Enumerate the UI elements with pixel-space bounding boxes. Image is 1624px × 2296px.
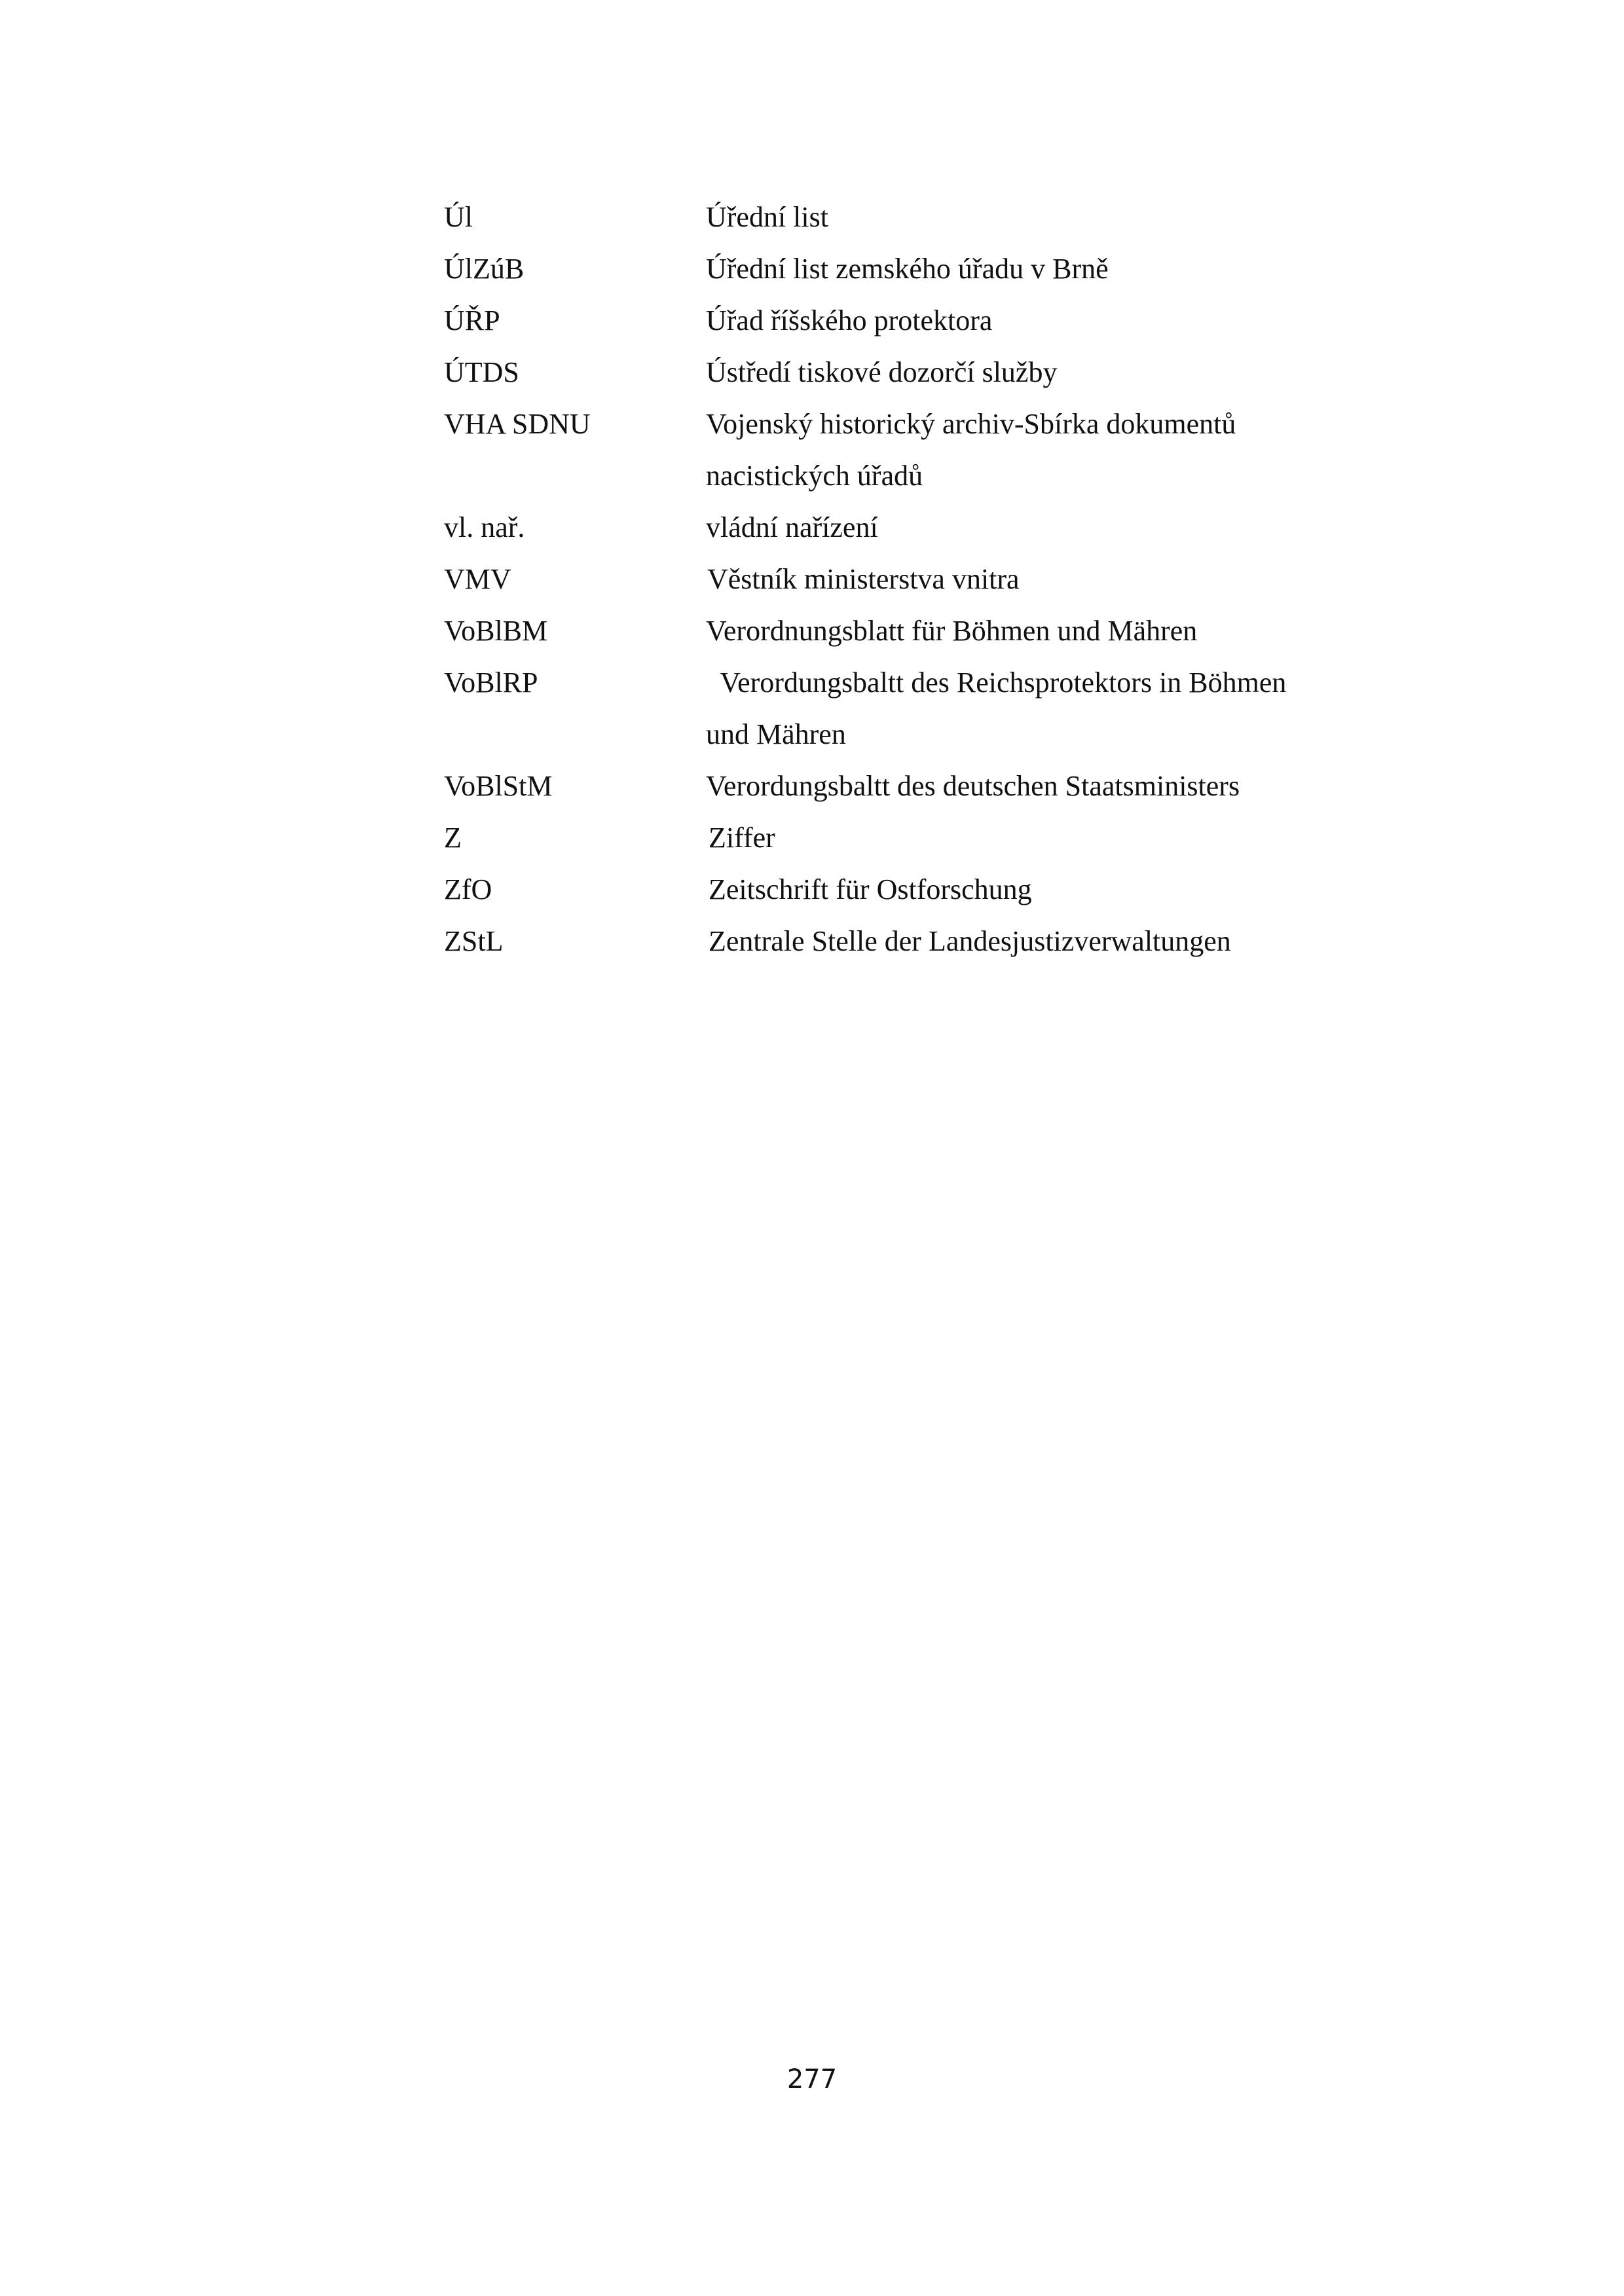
abbreviation-meaning — [706, 346, 1361, 398]
abbreviation-meaning — [706, 243, 1361, 295]
meaning-line: Ziffer — [709, 822, 775, 854]
abbreviation-entry — [444, 605, 1361, 657]
abbreviation-entry — [444, 553, 1361, 605]
abbreviation-list — [444, 191, 1361, 967]
abbreviation-term: ZfO — [444, 873, 492, 905]
abbreviation-meaning — [706, 501, 1361, 553]
meaning-line: Úřední list zemského úřadu v Brně — [706, 253, 1109, 285]
abbreviation-term: ÚTDS — [444, 356, 519, 388]
abbreviation-entry — [444, 864, 1361, 915]
meaning-line: Ústředí tiskové dozorčí služby — [706, 356, 1058, 388]
meaning-line: Úřední list — [706, 201, 828, 233]
abbreviation-term: VHA SDNU — [444, 408, 591, 440]
abbreviation-meaning — [706, 657, 1361, 760]
meaning-line: nacistických úřadů — [706, 460, 923, 492]
meaning-line: vládní nařízení — [706, 511, 878, 543]
abbreviation-term: VoBlBM — [444, 615, 548, 647]
abbreviation-entry — [444, 191, 1361, 243]
abbreviation-entry — [444, 398, 1361, 501]
abbreviation-term: VoBlStM — [444, 770, 553, 802]
abbreviation-term: Úl — [444, 201, 473, 233]
abbreviation-term: Z — [444, 822, 462, 854]
abbreviation-meaning — [706, 295, 1361, 346]
abbreviation-entry — [444, 346, 1361, 398]
abbreviation-term: VMV — [444, 563, 511, 595]
abbreviation-entry — [444, 501, 1361, 553]
abbreviation-term: VoBlRP — [444, 666, 538, 699]
abbreviation-meaning — [706, 915, 1361, 967]
page-number: 277 — [786, 2064, 838, 2094]
abbreviation-meaning — [706, 760, 1361, 812]
abbreviation-term: ÚŘP — [444, 304, 500, 337]
meaning-line: Verordungsbaltt des Reichsprotektors in Böhmen — [706, 666, 1287, 699]
abbreviation-meaning — [706, 812, 1361, 864]
meaning-line: Verordungsbaltt des deutschen Staatsministers — [706, 770, 1240, 802]
meaning-line: Vojenský historický archiv-Sbírka dokumentů — [706, 408, 1236, 440]
meaning-line: und Mähren — [706, 718, 846, 750]
abbreviation-term: ÚlZúB — [444, 253, 525, 285]
abbreviation-meaning — [706, 605, 1361, 657]
abbreviation-entry — [444, 812, 1361, 864]
abbreviation-meaning — [706, 864, 1361, 915]
abbreviation-meaning — [706, 398, 1361, 501]
abbreviation-entry — [444, 657, 1361, 760]
meaning-line: Verordnungsblatt für Böhmen und Mähren — [706, 615, 1198, 647]
abbreviation-term: vl. nař. — [444, 511, 525, 543]
abbreviation-term: ZStL — [444, 925, 504, 957]
abbreviation-entry — [444, 760, 1361, 812]
abbreviation-meaning — [706, 553, 1361, 605]
meaning-line: Věstník ministerstva vnitra — [707, 563, 1020, 595]
meaning-line: Zeitschrift für Ostforschung — [709, 873, 1032, 905]
meaning-line: Úřad říšského protektora — [706, 304, 993, 337]
abbreviation-meaning — [706, 191, 1361, 243]
abbreviation-entry — [444, 243, 1361, 295]
abbreviation-entry — [444, 295, 1361, 346]
meaning-line: Zentrale Stelle der Landesjustizverwaltungen — [709, 925, 1231, 957]
abbreviation-entry — [444, 915, 1361, 967]
